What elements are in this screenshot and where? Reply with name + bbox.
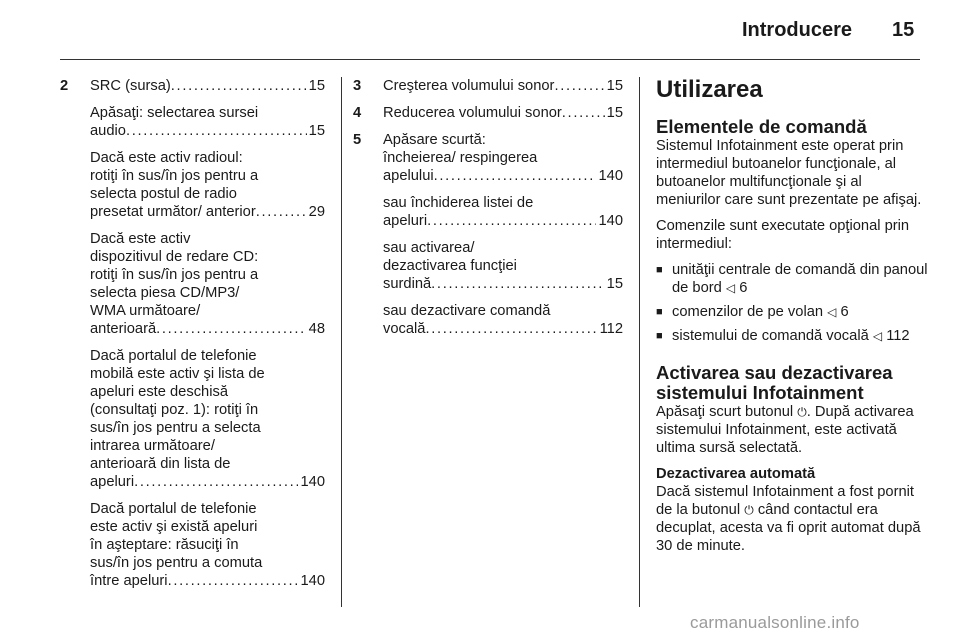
text-line [90, 149, 325, 167]
entry-paragraph [383, 239, 623, 293]
control-number: 5 [353, 132, 362, 148]
paragraph [656, 483, 928, 555]
page-reference: 6 [840, 304, 849, 320]
line-text: presetat următor/ anterior [90, 204, 256, 220]
entry-paragraph [383, 302, 623, 338]
page-reference: 15 [308, 123, 325, 139]
text-line [90, 554, 325, 572]
subsection-heading-controls: Elementele de comandă [656, 116, 867, 137]
power-button-icon: ⏻ [744, 503, 754, 517]
column-1 [60, 77, 325, 599]
column-divider-2 [639, 77, 640, 607]
dot-leader [156, 320, 307, 338]
control-entry-4 [353, 104, 623, 122]
text-line [90, 302, 325, 320]
page-reference: 48 [308, 321, 325, 337]
line-text: anterioară din lista de [90, 456, 231, 472]
page-number: 15 [892, 19, 915, 41]
text-line [90, 365, 325, 383]
toc-line [90, 77, 325, 95]
page-ref-icon: ◁ [725, 281, 736, 295]
line-text: sau dezactivare comandă [383, 303, 551, 319]
page-reference: 15 [606, 78, 623, 94]
control-entry-2 [60, 77, 325, 590]
line-text: selecta postul de radio [90, 186, 237, 202]
dot-leader [168, 572, 299, 590]
toc-line [383, 212, 623, 230]
line-text: sus/în jos pentru a comuta [90, 555, 263, 571]
toc-line [90, 203, 325, 221]
line-text: WMA următoare/ [90, 303, 201, 319]
power-button-icon: ⏻ [797, 405, 807, 419]
dot-leader [554, 77, 604, 95]
bullet-text: unităţii centrale de comandă din panoul de bord [672, 262, 928, 296]
column-2 [353, 77, 623, 347]
page-reference: 140 [300, 474, 325, 490]
dot-leader [171, 77, 307, 95]
page-reference: 29 [308, 204, 325, 220]
paragraph-text: . După activarea sistemului Infotainment, este activată ultima sursă selectată. [656, 404, 914, 456]
line-text: rotiţi în sus/în jos pentru a [90, 168, 259, 184]
control-entry-3 [353, 77, 623, 95]
line-text: mobilă este activ şi lista de [90, 366, 265, 382]
dot-leader [134, 473, 298, 491]
text-line [90, 401, 325, 419]
subheading-auto-off: Dezactivarea automată [656, 466, 816, 482]
toc-line [383, 167, 623, 185]
line-text: vocală [383, 321, 426, 337]
toc-line [383, 77, 623, 95]
line-text: Apăsaţi: selectarea sursei [90, 105, 259, 121]
text-line [383, 239, 623, 257]
text-line [90, 383, 325, 401]
page-reference: 6 [739, 280, 748, 296]
page-reference: 140 [598, 213, 623, 229]
text-line [90, 518, 325, 536]
line-text: rotiţi în sus/în jos pentru a [90, 267, 259, 283]
page-reference: 140 [300, 573, 325, 589]
toc-line [90, 572, 325, 590]
line-text: audio [90, 123, 126, 139]
bullet-item [656, 303, 928, 321]
text-line [383, 149, 623, 167]
bullet-item [656, 261, 928, 297]
control-number: 2 [60, 78, 69, 94]
column-3 [656, 77, 928, 563]
entry-paragraph [383, 194, 623, 230]
text-line [90, 230, 325, 248]
text-line [90, 284, 325, 302]
dot-leader [562, 104, 605, 122]
page-reference: 140 [598, 168, 623, 184]
entry-paragraph [90, 347, 325, 491]
text-line [90, 104, 325, 122]
entry-paragraph [90, 104, 325, 140]
dot-leader [431, 275, 604, 293]
section-heading-utilizarea: Utilizarea [656, 76, 763, 103]
line-text: între apeluri [90, 573, 168, 589]
line-text: încheierea/ respingerea [383, 150, 538, 166]
paragraph-text: când contactul era decuplat, acesta va fi oprit automat după 30 de minute. [656, 502, 921, 554]
bullet-item [656, 327, 928, 345]
page-reference: 15 [606, 276, 623, 292]
text-line [90, 248, 325, 266]
line-text: intrarea următoare/ [90, 438, 215, 454]
entry-paragraph [90, 149, 325, 221]
paragraph: Sistemul Infotainment este operat prin intermediul butoanelor funcţionale, al butoanelor multifuncţionale şi al meniurilor care sunt prezentate pe afişaj. [656, 138, 922, 208]
entry-paragraph [383, 77, 623, 95]
dot-leader [434, 167, 597, 185]
text-line [90, 455, 325, 473]
line-text: în aşteptare: răsuciţi în [90, 537, 239, 553]
line-text: Creşterea volumului sonor [383, 78, 555, 94]
line-text: surdină [383, 276, 432, 292]
line-text: sau activarea/ [383, 240, 475, 256]
page-reference: 15 [308, 78, 325, 94]
toc-line [90, 122, 325, 140]
line-text: selecta piesa CD/MP3/ [90, 285, 240, 301]
line-text: Dacă este activ [90, 231, 191, 247]
line-text: (consultaţi poz. 1): rotiţi în [90, 402, 259, 418]
control-number: 4 [353, 105, 362, 121]
entry-paragraph [90, 77, 325, 95]
dot-leader [256, 203, 307, 221]
column-divider-1 [341, 77, 342, 607]
paragraph [656, 403, 928, 457]
text-line [90, 266, 325, 284]
line-text: apelului [383, 168, 434, 184]
text-line [90, 536, 325, 554]
text-line [90, 347, 325, 365]
bullet-list [656, 261, 928, 345]
line-text: apeluri [383, 213, 428, 229]
line-text: Dacă portalul de telefonie [90, 348, 257, 364]
line-text: Dacă portalul de telefonie [90, 501, 257, 517]
line-text: dispozitivul de redare CD: [90, 249, 259, 265]
text-line [383, 302, 623, 320]
line-text: dezactivarea funcţiei [383, 258, 517, 274]
text-line [90, 185, 325, 203]
line-text: apeluri [90, 474, 135, 490]
entry-paragraph [383, 104, 623, 122]
page-reference: 112 [599, 321, 623, 337]
text-line [383, 194, 623, 212]
toc-line [90, 473, 325, 491]
text-line [383, 131, 623, 149]
page-header-title: Introducere [742, 19, 853, 41]
dot-leader [427, 212, 596, 230]
page-ref-icon: ◁ [872, 329, 883, 343]
dot-leader [425, 320, 597, 338]
bullet-text: comenzilor de pe volan [672, 304, 824, 320]
dot-leader [126, 122, 307, 140]
paragraph-text: Apăsaţi scurt butonul [656, 404, 794, 420]
text-line [383, 257, 623, 275]
page-reference: 112 [886, 328, 910, 344]
text-line [90, 500, 325, 518]
subsection-heading-activation: Activarea sau dezactivarea sistemului Infotainment [656, 362, 893, 403]
toc-line [90, 320, 325, 338]
line-text: SRC (sursa) [90, 78, 171, 94]
toc-line [383, 320, 623, 338]
bullet-text: sistemului de comandă vocală [672, 328, 869, 344]
page-ref-icon: ◁ [827, 305, 837, 319]
entry-paragraph [90, 500, 325, 590]
line-text: apeluri este deschisă [90, 384, 228, 400]
control-number: 3 [353, 78, 362, 94]
line-text: Dacă este activ radioul: [90, 150, 243, 166]
header-divider [60, 59, 920, 60]
line-text: sau închiderea listei de [383, 195, 534, 211]
line-text: sus/în jos pentru a selecta [90, 420, 261, 436]
line-text: este activ şi există apeluri [90, 519, 258, 535]
toc-line [383, 104, 623, 122]
toc-line [383, 275, 623, 293]
entry-paragraph [90, 230, 325, 338]
line-text: Apăsare scurtă: [383, 132, 486, 148]
text-line [90, 419, 325, 437]
control-entry-5 [353, 131, 623, 338]
line-text: anterioară [90, 321, 157, 337]
entry-paragraph [383, 131, 623, 185]
watermark: carmanualsonline.info [690, 613, 860, 632]
paragraph: Comenzile sunt executate opţional prin intermediul: [656, 218, 910, 252]
paragraph-text: Dacă sistemul Infotainment a fost pornit de la butonul [656, 484, 914, 518]
text-line [90, 167, 325, 185]
page-reference: 15 [606, 105, 623, 121]
line-text: Reducerea volumului sonor [383, 105, 562, 121]
text-line [90, 437, 325, 455]
